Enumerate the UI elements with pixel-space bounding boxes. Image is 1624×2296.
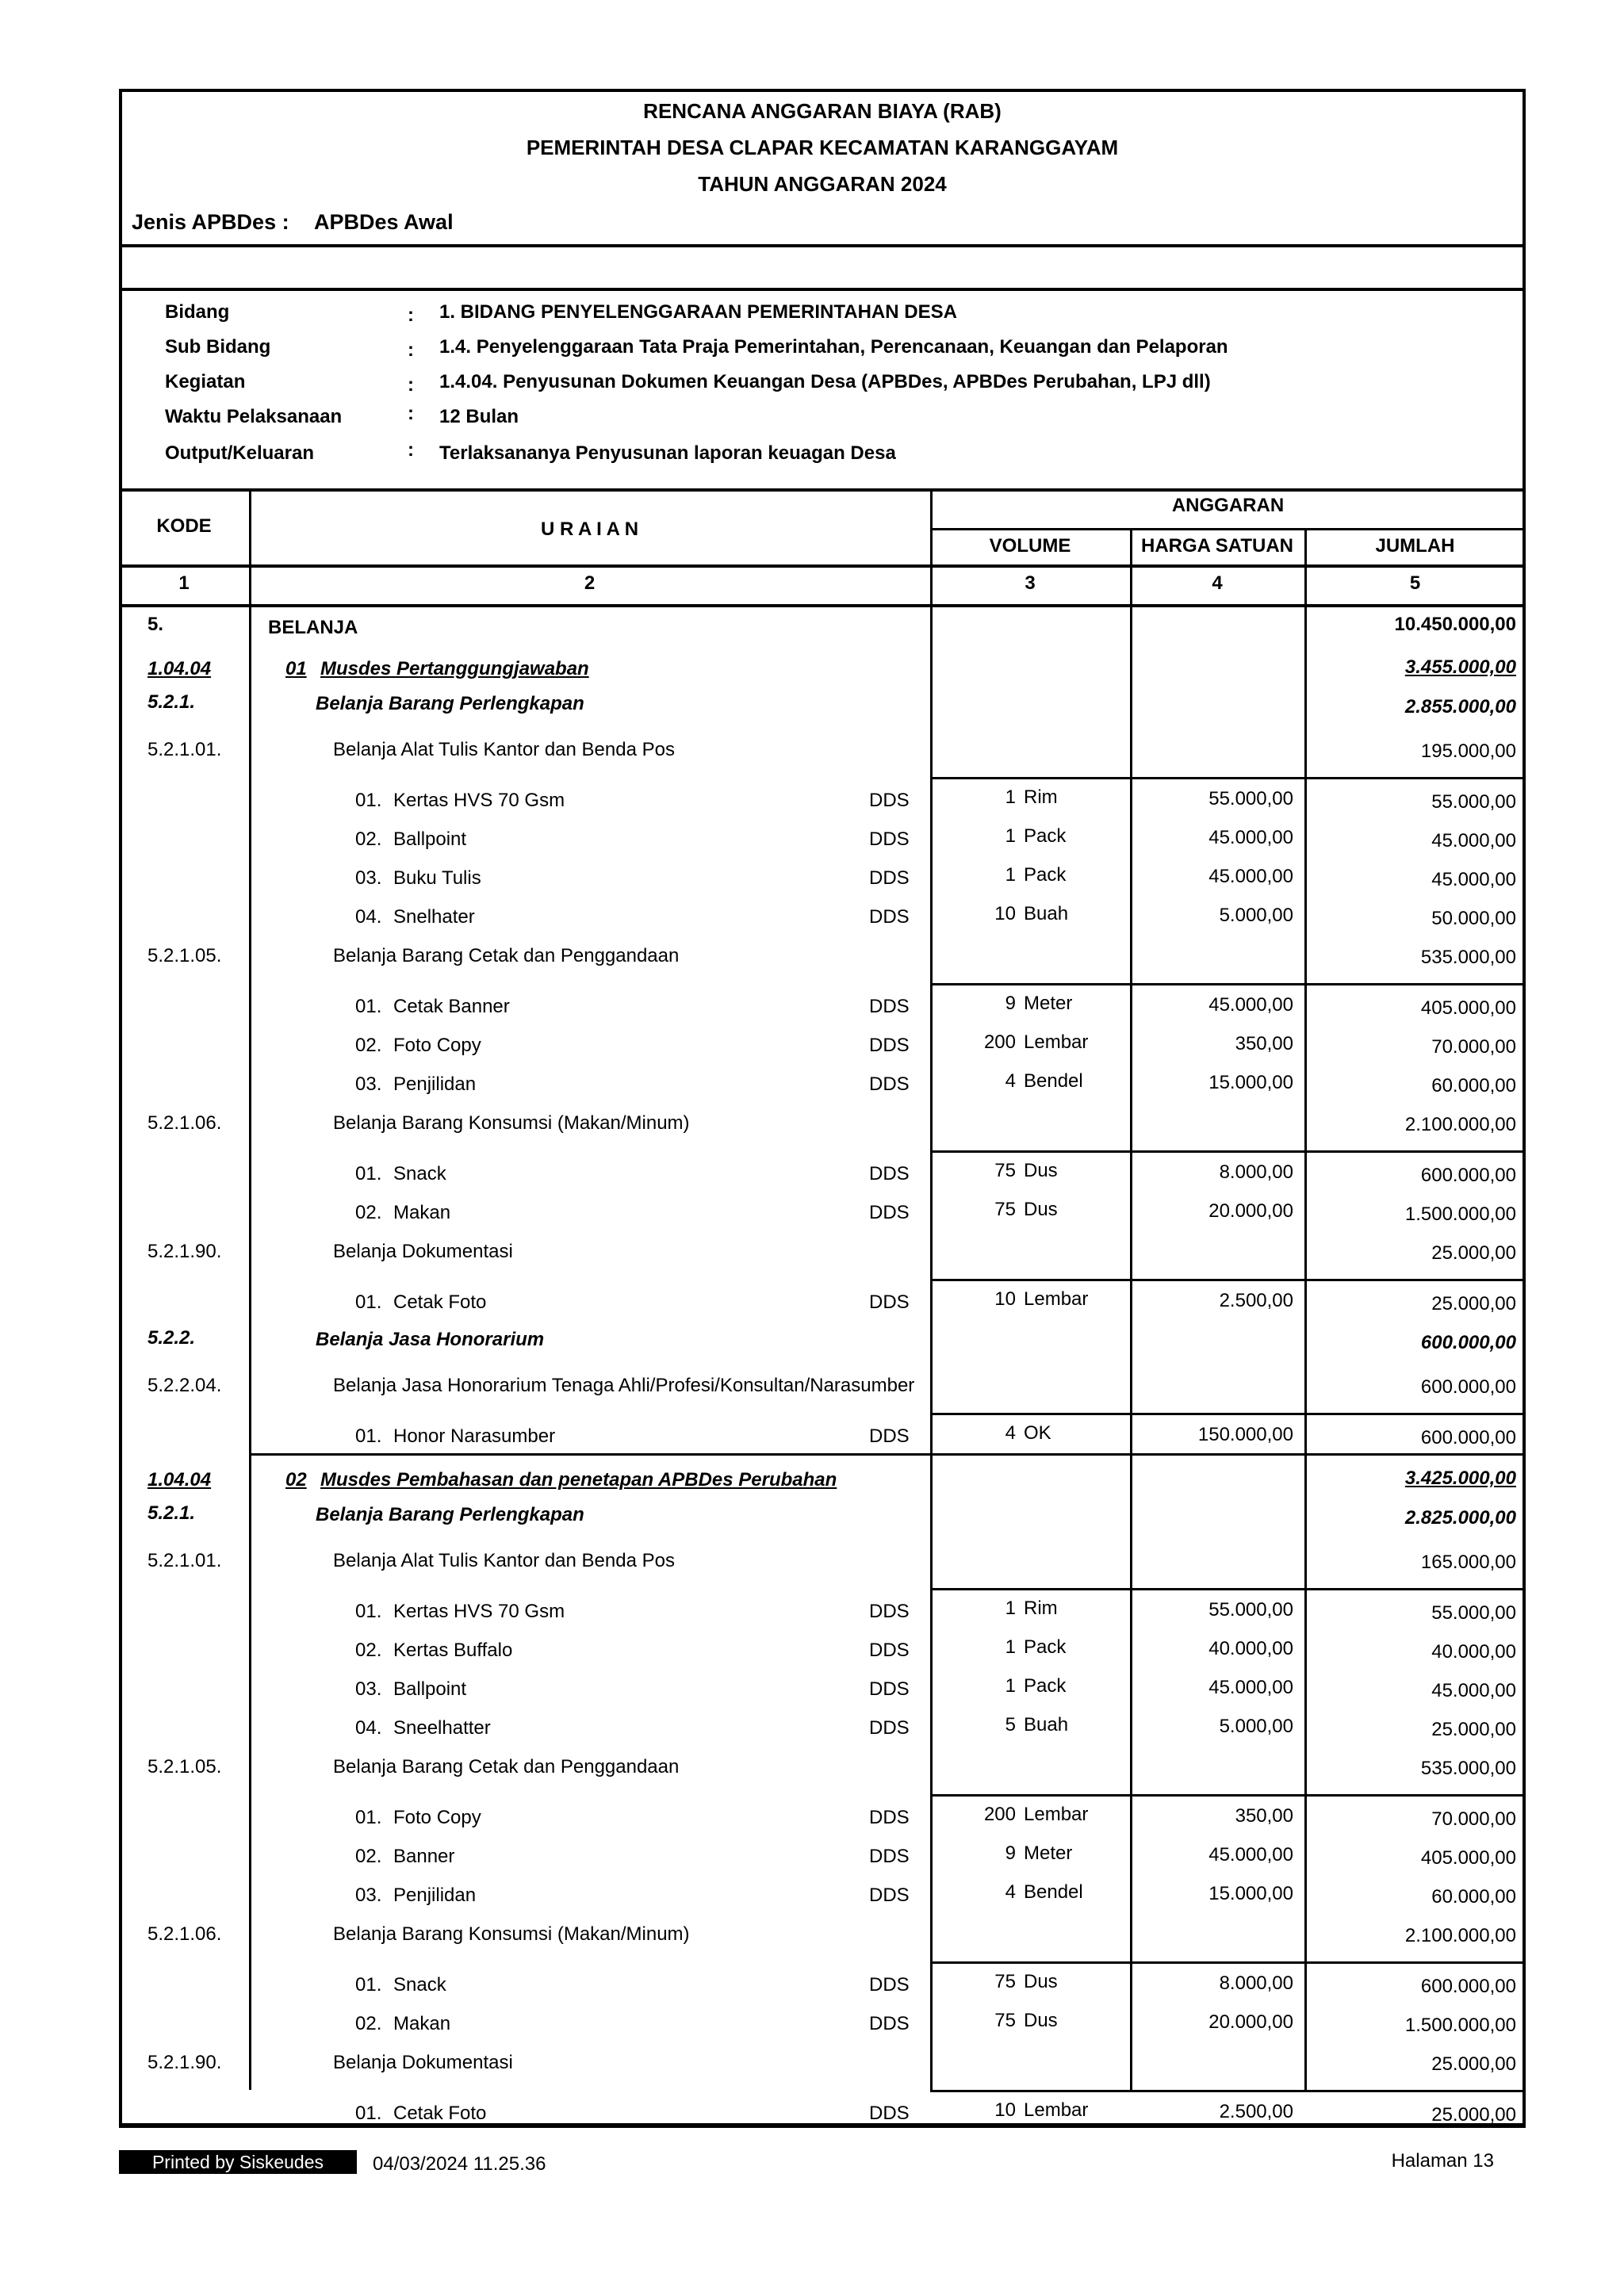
row-jumlah-item: 70.000,00: [1431, 1036, 1516, 1058]
info-colon: :: [408, 439, 414, 461]
row-unit: Pack: [1024, 864, 1067, 886]
row-jumlah-item: 25.000,00: [1431, 1293, 1516, 1314]
row-qty: 9: [1005, 993, 1016, 1014]
row-qty: 75: [994, 1971, 1016, 1992]
row-uraian-item: Ballpoint: [393, 828, 467, 850]
row-sumber-dana: DDS: [869, 790, 910, 811]
row-qty: 75: [994, 1160, 1016, 1181]
print-timestamp: 04/03/2024 11.25.36: [373, 2153, 546, 2175]
col-header-kode: KODE: [156, 515, 212, 537]
row-uraian-item: Kertas Buffalo: [393, 1640, 513, 1661]
row-unit: Buah: [1024, 1714, 1069, 1735]
row-unit: Dus: [1024, 2010, 1058, 2031]
row-item-number: 01.: [355, 1425, 382, 1447]
row-qty: 1: [1005, 1598, 1016, 1619]
row-sumber-dana: DDS: [869, 1202, 910, 1223]
row-jumlah-item: 55.000,00: [1431, 791, 1516, 813]
row-harga-satuan: 45.000,00: [1208, 1677, 1293, 1698]
row-item-number: 03.: [355, 1073, 382, 1095]
row-sumber-dana: DDS: [869, 1292, 910, 1313]
col-header-uraian: U R A I A N: [540, 519, 639, 540]
info-value-waktu: 12 Bulan: [439, 406, 519, 427]
row-uraian-item: Snack: [393, 1974, 446, 1996]
row-item-number: 02.: [355, 2013, 382, 2034]
info-label-sub-bidang: Sub Bidang: [165, 336, 271, 358]
row-uraian-item: Cetak Foto: [393, 1292, 487, 1313]
row-jumlah-sub: 535.000,00: [1420, 947, 1516, 968]
row-sumber-dana: DDS: [869, 1678, 910, 1700]
row-uraian-item: Makan: [393, 2013, 451, 2034]
row-unit: Buah: [1024, 903, 1069, 924]
row-kode-sub: 5.2.1.06.: [147, 1112, 222, 1134]
row-unit: Dus: [1024, 1199, 1058, 1220]
row-qty: 10: [994, 903, 1016, 924]
row-item-number: 03.: [355, 1885, 382, 1906]
row-item-number: 04.: [355, 906, 382, 928]
row-item-number: 03.: [355, 867, 382, 889]
footer-rule: [119, 2125, 1526, 2128]
row-uraian-item: Snack: [393, 1163, 446, 1184]
row-uraian-sub: Belanja Barang Konsumsi (Makan/Minum): [333, 1112, 690, 1134]
row-item-number: 01.: [355, 1974, 382, 1996]
item-block-top: [930, 1150, 1526, 1153]
row-jumlah-item: 70.000,00: [1431, 1808, 1516, 1830]
row-uraian-sub: Belanja Dokumentasi: [333, 1241, 513, 1262]
row-item-number: 01.: [355, 1807, 382, 1828]
row-harga-satuan: 20.000,00: [1208, 1200, 1293, 1222]
row-unit: Rim: [1024, 1598, 1058, 1619]
row-uraian-item: Banner: [393, 1846, 455, 1867]
row-unit: Meter: [1024, 993, 1073, 1014]
document-year: TAHUN ANGGARAN 2024: [698, 172, 947, 196]
row-sumber-dana: DDS: [869, 996, 910, 1017]
info-label-bidang: Bidang: [165, 301, 230, 323]
row-jumlah-item: 600.000,00: [1420, 1165, 1516, 1186]
row-jumlah: 10.450.000,00: [1394, 614, 1516, 635]
row-uraian-kegiatan: Musdes Pembahasan dan penetapan APBDes Perubahan: [320, 1469, 837, 1490]
row-sumber-dana: DDS: [869, 867, 910, 889]
row-sumber-dana: DDS: [869, 1640, 910, 1661]
row-sumber-dana: DDS: [869, 2103, 910, 2124]
info-colon: :: [408, 374, 414, 396]
row-kegiatan-number: 01: [285, 658, 307, 679]
row-item-number: 02.: [355, 1202, 382, 1223]
row-item-number: 01.: [355, 1601, 382, 1622]
row-item-number: 01.: [355, 790, 382, 811]
col-header-anggaran: ANGGARAN: [1171, 495, 1285, 516]
info-colon: :: [408, 304, 414, 326]
row-sumber-dana: DDS: [869, 1807, 910, 1828]
row-jumlah-item: 1.500.000,00: [1404, 1203, 1516, 1225]
row-sumber-dana: DDS: [869, 1073, 910, 1095]
row-kode-sub: 5.2.1.05.: [147, 945, 222, 966]
row-jumlah-sub: 25.000,00: [1431, 1242, 1516, 1264]
row-item-number: 01.: [355, 996, 382, 1017]
row-jumlah-item: 45.000,00: [1431, 869, 1516, 890]
row-qty: 5: [1005, 1714, 1016, 1735]
row-sumber-dana: DDS: [869, 1885, 910, 1906]
row-jumlah-sub: 165.000,00: [1420, 1552, 1516, 1573]
row-kode-group: 5.2.1.: [147, 1502, 196, 1524]
row-sumber-dana: DDS: [869, 906, 910, 928]
row-qty: 4: [1005, 1881, 1016, 1903]
row-harga-satuan: 20.000,00: [1208, 2011, 1293, 2033]
col-number-4: 4: [1212, 572, 1223, 594]
row-uraian-item: Foto Copy: [393, 1807, 481, 1828]
row-qty: 9: [1005, 1843, 1016, 1864]
row-jumlah-item: 405.000,00: [1420, 997, 1516, 1019]
row-kode-kegiatan: 1.04.04: [147, 658, 212, 679]
info-label-waktu: Waktu Pelaksanaan: [165, 406, 343, 427]
row-kode-sub: 5.2.1.01.: [147, 739, 222, 760]
row-jumlah-item: 55.000,00: [1431, 1602, 1516, 1624]
row-jumlah-item: 600.000,00: [1420, 1976, 1516, 1997]
row-jumlah-item: 405.000,00: [1420, 1847, 1516, 1869]
row-harga-satuan: 8.000,00: [1219, 1973, 1293, 1994]
row-kode-sub: 5.2.1.05.: [147, 1756, 222, 1777]
row-qty: 1: [1005, 825, 1016, 847]
row-uraian-sub: Belanja Alat Tulis Kantor dan Benda Pos: [333, 1550, 675, 1571]
row-item-number: 01.: [355, 1292, 382, 1313]
row-unit: Rim: [1024, 786, 1058, 808]
row-qty: 200: [983, 1031, 1016, 1053]
row-kode-kegiatan: 1.04.04: [147, 1469, 212, 1490]
row-kode-sub: 5.2.1.90.: [147, 1241, 222, 1262]
row-item-number: 03.: [355, 1678, 382, 1700]
item-block-top: [930, 777, 1526, 779]
row-uraian-item: Cetak Foto: [393, 2103, 487, 2124]
info-label-output: Output/Keluaran: [165, 442, 315, 464]
row-uraian-item: Kertas HVS 70 Gsm: [393, 790, 565, 811]
row-jumlah-item: 40.000,00: [1431, 1641, 1516, 1663]
row-harga-satuan: 55.000,00: [1208, 788, 1293, 809]
row-jumlah-item: 1.500.000,00: [1404, 2015, 1516, 2036]
row-uraian-item: Penjilidan: [393, 1073, 477, 1095]
row-harga-satuan: 15.000,00: [1208, 1883, 1293, 1904]
row-jumlah-item: 45.000,00: [1431, 830, 1516, 851]
row-qty: 75: [994, 2010, 1016, 2031]
info-label-kegiatan: Kegiatan: [165, 371, 246, 392]
col-line-kode: [249, 604, 251, 2090]
row-harga-satuan: 45.000,00: [1208, 1844, 1293, 1866]
row-jumlah-sub: 195.000,00: [1420, 740, 1516, 762]
row-sumber-dana: DDS: [869, 1425, 910, 1447]
row-uraian-item: Sneelhatter: [393, 1717, 491, 1739]
col-line-uraian: [930, 604, 933, 2090]
row-unit: Bendel: [1024, 1881, 1083, 1903]
document-subtitle: PEMERINTAH DESA CLAPAR KECAMATAN KARANGGAYAM: [526, 136, 1119, 159]
row-uraian-sub: Belanja Barang Konsumsi (Makan/Minum): [333, 1923, 690, 1945]
row-jumlah-item: 50.000,00: [1431, 908, 1516, 929]
row-kode-group: 5.2.2.: [147, 1327, 196, 1349]
row-harga-satuan: 350,00: [1235, 1033, 1293, 1054]
col-line-volume: [1130, 604, 1132, 2090]
row-uraian-item: Penjilidan: [393, 1885, 477, 1906]
item-block-top: [930, 1588, 1526, 1590]
row-harga-satuan: 150.000,00: [1197, 1424, 1293, 1445]
row-unit: Bendel: [1024, 1070, 1083, 1092]
col-number-2: 2: [584, 572, 596, 594]
row-uraian-sub: Belanja Barang Cetak dan Penggandaan: [333, 945, 680, 966]
col-number-1: 1: [178, 572, 190, 594]
row-unit: Lembar: [1024, 1031, 1089, 1053]
row-item-number: 02.: [355, 1035, 382, 1056]
row-jumlah-sub: 25.000,00: [1431, 2053, 1516, 2075]
row-jumlah-item: 60.000,00: [1431, 1075, 1516, 1096]
info-colon: :: [408, 339, 414, 361]
row-uraian-group: Belanja Barang Perlengkapan: [316, 1504, 584, 1525]
col-line-harga: [1304, 604, 1307, 2090]
row-sumber-dana: DDS: [869, 828, 910, 850]
row-harga-satuan: 45.000,00: [1208, 866, 1293, 887]
row-qty: 4: [1005, 1070, 1016, 1092]
row-unit: OK: [1024, 1422, 1051, 1444]
row-uraian-item: Cetak Banner: [393, 996, 510, 1017]
row-item-number: 02.: [355, 1846, 382, 1867]
row-jumlah-group: 600.000,00: [1420, 1332, 1516, 1353]
row-jumlah-sub: 2.100.000,00: [1404, 1114, 1516, 1135]
row-sumber-dana: DDS: [869, 1846, 910, 1867]
row-qty: 1: [1005, 1675, 1016, 1697]
row-jumlah-item: 60.000,00: [1431, 1886, 1516, 1908]
row-uraian-kegiatan: Musdes Pertanggungjawaban: [320, 658, 589, 679]
item-block-top: [930, 1413, 1526, 1415]
row-qty: 4: [1005, 1422, 1016, 1444]
col-header-harga-satuan: HARGA SATUAN: [1141, 535, 1293, 557]
row-harga-satuan: 350,00: [1235, 1805, 1293, 1827]
row-jumlah-item: 25.000,00: [1431, 1719, 1516, 1740]
info-value-bidang: 1. BIDANG PENYELENGGARAAN PEMERINTAHAN DESA: [439, 301, 957, 323]
page-number: Halaman 13: [1391, 2150, 1494, 2172]
row-qty: 1: [1005, 786, 1016, 808]
row-unit: Pack: [1024, 825, 1067, 847]
item-block-top: [930, 1279, 1526, 1281]
row-kode: 5.: [147, 614, 164, 635]
row-unit: Lembar: [1024, 2099, 1089, 2121]
row-kode-sub: 5.2.1.90.: [147, 2052, 222, 2073]
row-harga-satuan: 15.000,00: [1208, 1072, 1293, 1093]
row-uraian-sub: Belanja Jasa Honorarium Tenaga Ahli/Profesi/Konsultan/Narasumber: [333, 1375, 915, 1396]
row-uraian-sub: Belanja Dokumentasi: [333, 2052, 513, 2073]
row-harga-satuan: 5.000,00: [1219, 905, 1293, 926]
row-kode-sub: 5.2.1.01.: [147, 1550, 222, 1571]
row-jumlah-sub: 535.000,00: [1420, 1758, 1516, 1779]
row-uraian-item: Kertas HVS 70 Gsm: [393, 1601, 565, 1622]
row-harga-satuan: 5.000,00: [1219, 1716, 1293, 1737]
col-number-5: 5: [1409, 572, 1421, 594]
row-jumlah-sub: 600.000,00: [1420, 1376, 1516, 1398]
row-jumlah-item: 600.000,00: [1420, 1427, 1516, 1448]
row-sumber-dana: DDS: [869, 2013, 910, 2034]
row-uraian-item: Ballpoint: [393, 1678, 467, 1700]
printed-by-badge: Printed by Siskeudes: [119, 2150, 357, 2174]
row-kode-sub: 5.2.1.06.: [147, 1923, 222, 1945]
jenis-apbdes-value: APBDes Awal: [314, 210, 454, 234]
row-item-number: 02.: [355, 1640, 382, 1661]
info-colon: :: [408, 403, 414, 424]
row-qty: 75: [994, 1199, 1016, 1220]
row-uraian-item: Honor Narasumber: [393, 1425, 556, 1447]
row-kegiatan-number: 02: [285, 1469, 307, 1490]
row-sumber-dana: DDS: [869, 1601, 910, 1622]
row-unit: Pack: [1024, 1675, 1067, 1697]
row-jumlah-kegiatan: 3.425.000,00: [1404, 1468, 1516, 1489]
row-unit: Pack: [1024, 1636, 1067, 1658]
row-sumber-dana: DDS: [869, 1035, 910, 1056]
row-item-number: 01.: [355, 2103, 382, 2124]
row-kode-sub: 5.2.2.04.: [147, 1375, 222, 1396]
row-jumlah-sub: 2.100.000,00: [1404, 1925, 1516, 1946]
activity-separator: [249, 1453, 1526, 1456]
row-jumlah-item: 25.000,00: [1431, 2104, 1516, 2126]
info-value-output: Terlaksananya Penyusunan laporan keuagan Desa: [439, 442, 896, 464]
item-block-top: [930, 1961, 1526, 1964]
row-uraian-item: Buku Tulis: [393, 867, 481, 889]
row-unit: Lembar: [1024, 1804, 1089, 1825]
row-harga-satuan: 45.000,00: [1208, 827, 1293, 848]
row-uraian-sub: Belanja Barang Cetak dan Penggandaan: [333, 1756, 680, 1777]
row-item-number: 04.: [355, 1717, 382, 1739]
row-qty: 200: [983, 1804, 1016, 1825]
row-jumlah-group: 2.855.000,00: [1404, 696, 1516, 718]
row-jumlah-kegiatan: 3.455.000,00: [1404, 656, 1516, 678]
row-uraian-item: Snelhater: [393, 906, 475, 928]
row-item-number: 02.: [355, 828, 382, 850]
row-unit: Meter: [1024, 1843, 1073, 1864]
item-block-top: [930, 983, 1526, 985]
row-harga-satuan: 8.000,00: [1219, 1161, 1293, 1183]
row-qty: 10: [994, 2099, 1016, 2121]
info-value-kegiatan: 1.4.04. Penyusunan Dokumen Keuangan Desa (APBDes, APBDes Perubahan, LPJ dll): [439, 371, 1211, 392]
row-harga-satuan: 45.000,00: [1208, 994, 1293, 1016]
row-harga-satuan: 2.500,00: [1219, 1290, 1293, 1311]
row-jumlah-item: 45.000,00: [1431, 1680, 1516, 1701]
row-sumber-dana: DDS: [869, 1974, 910, 1996]
row-harga-satuan: 40.000,00: [1208, 1638, 1293, 1659]
col-header-jumlah: JUMLAH: [1375, 535, 1455, 557]
row-unit: Lembar: [1024, 1288, 1089, 1310]
document-title: RENCANA ANGGARAN BIAYA (RAB): [643, 99, 1002, 123]
row-sumber-dana: DDS: [869, 1163, 910, 1184]
row-uraian-group: Belanja Jasa Honorarium: [316, 1329, 545, 1350]
item-block-top: [930, 1794, 1526, 1797]
row-sumber-dana: DDS: [869, 1717, 910, 1739]
row-uraian-item: Foto Copy: [393, 1035, 481, 1056]
row-kode-group: 5.2.1.: [147, 691, 196, 713]
col-header-volume: VOLUME: [989, 535, 1071, 557]
row-unit: Dus: [1024, 1160, 1058, 1181]
row-jumlah-group: 2.825.000,00: [1404, 1507, 1516, 1529]
info-value-sub-bidang: 1.4. Penyelenggaraan Tata Praja Pemerintahan, Perencanaan, Keuangan dan Pelaporan: [439, 336, 1228, 358]
row-uraian-belanja: BELANJA: [268, 617, 358, 638]
row-uraian-group: Belanja Barang Perlengkapan: [316, 693, 584, 714]
row-uraian-sub: Belanja Alat Tulis Kantor dan Benda Pos: [333, 739, 675, 760]
row-qty: 1: [1005, 1636, 1016, 1658]
jenis-apbdes-label: Jenis APBDes :: [132, 210, 289, 234]
row-harga-satuan: 55.000,00: [1208, 1599, 1293, 1621]
col-number-3: 3: [1025, 572, 1036, 594]
row-qty: 1: [1005, 864, 1016, 886]
row-item-number: 01.: [355, 1163, 382, 1184]
row-harga-satuan: 2.500,00: [1219, 2101, 1293, 2122]
row-uraian-item: Makan: [393, 1202, 451, 1223]
row-unit: Dus: [1024, 1971, 1058, 1992]
row-qty: 10: [994, 1288, 1016, 1310]
item-block-top: [930, 2090, 1526, 2092]
